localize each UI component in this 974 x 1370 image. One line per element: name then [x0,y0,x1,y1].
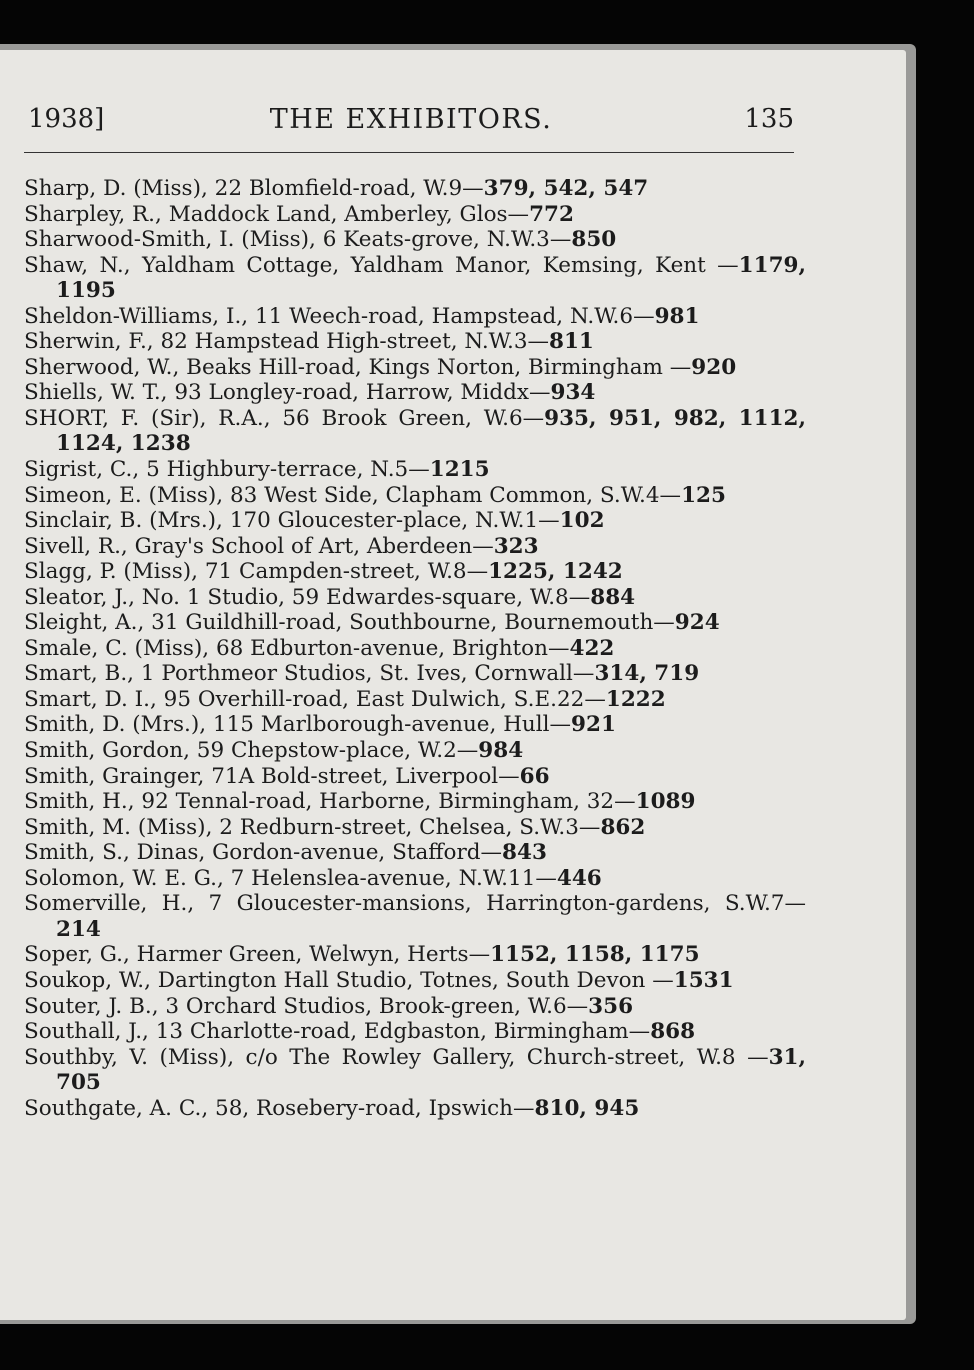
exhibitor-address: 82 Hampstead High-street, N.W.3— [160,329,550,355]
exhibitor-entry [24,942,806,968]
catalogue-numbers: 102 [559,508,605,534]
catalogue-numbers: 1215 [429,457,490,483]
exhibitor-name: Sharp, D. (Miss), [24,176,208,201]
exhibitor-name: Smart, D. I., [24,686,157,712]
exhibitor-address: 7 Helenslea-avenue, N.W.11— [230,865,557,891]
exhibitor-address: 115 Marlborough-avenue, Hull— [212,712,572,738]
exhibitor-address: No. 1 Studio, 59 Edwardes-square, W.8— [141,584,591,610]
exhibitor-entry [24,227,806,253]
exhibitor-address: 71A Bold-street, Liverpool— [211,763,520,789]
exhibitor-address: 71 Campden-street, W.8— [204,559,489,585]
exhibitor-entry [24,1045,806,1096]
catalogue-numbers: 862 [600,814,646,840]
catalogue-numbers: 810, 945 [534,1095,640,1121]
exhibitor-address: 170 Gloucester-place, N.W.1— [229,508,560,534]
exhibitor-name: Sleator, J., [24,584,135,610]
catalogue-numbers: 772 [529,201,574,227]
page-number: 135 [744,104,794,134]
exhibitor-list [24,176,806,1121]
exhibitor-name: Smith, H., [24,789,135,815]
exhibitor-name: Sheldon-Williams, I., [24,303,249,329]
running-header [28,104,794,140]
header-year: 1938] [28,104,105,134]
catalogue-numbers: 868 [650,1019,696,1045]
exhibitor-entry [24,636,806,662]
catalogue-numbers: 1152, 1158, 1175 [490,942,700,968]
exhibitor-name: Smart, B., [24,661,134,687]
exhibitor-address: 92 Tennal-road, Harborne, Birmingham, 32— [141,789,636,815]
exhibitor-name: Sleight, A., [24,610,145,636]
exhibitor-name: Smith, Grainger, [24,763,205,789]
exhibitor-address: Gray's School of Art, Aberdeen— [134,533,494,559]
exhibitor-entry [24,176,806,202]
catalogue-numbers: 843 [502,840,547,866]
exhibitor-entry [24,764,806,790]
exhibitor-entry [24,789,806,815]
exhibitor-entry [24,329,806,355]
catalogue-numbers: 935, 951, 982, 1112, 1124, 1238 [56,405,806,457]
exhibitor-entry [24,304,806,330]
exhibitor-name: Smale, C. (Miss), [24,635,210,661]
exhibitor-entry [24,661,806,687]
catalogue-numbers: 920 [691,354,737,380]
catalogue-numbers: 31, 705 [56,1044,806,1096]
exhibitor-address: c/o The Rowley Gallery, Church-street, W.8 — [245,1044,769,1070]
exhibitor-entry [24,687,806,713]
exhibitor-name: Soper, G., [24,942,130,968]
exhibitor-name: Sharwood-Smith, I. (Miss), [24,227,316,253]
exhibitor-address: 58, Rosebery-road, Ipswich— [215,1095,535,1121]
exhibitor-name: Smith, D. (Mrs.), [24,712,207,738]
exhibitor-name: Soukop, W., [24,967,151,993]
exhibitor-name: Shiells, W. T., [24,380,168,406]
catalogue-numbers: 214 [56,916,101,942]
exhibitor-entry [24,585,806,611]
exhibitor-entry [24,891,806,942]
exhibitor-entry [24,508,806,534]
catalogue-numbers: 1179, 1195 [56,252,806,304]
exhibitor-address: 5 Highbury-terrace, N.5— [146,457,430,483]
exhibitor-name: Solomon, W. E. G., [24,865,224,891]
header-title: THE EXHIBITORS. [269,104,553,135]
exhibitor-entry [24,457,806,483]
exhibitor-entry [24,968,806,994]
exhibitor-entry [24,559,806,585]
exhibitor-entry [24,840,806,866]
exhibitor-entry [24,738,806,764]
exhibitor-name: Sherwood, W., [24,354,180,380]
exhibitor-address: 83 West Side, Clapham Common, S.W.4— [229,482,682,508]
exhibitor-entry [24,866,806,892]
catalogue-numbers: 66 [519,763,550,789]
exhibitor-name: Southgate, A. C., [24,1095,209,1121]
catalogue-numbers: 981 [654,303,700,329]
exhibitor-entry [24,253,806,304]
exhibitor-entry [24,994,806,1020]
header-rule [24,152,794,153]
exhibitor-name: Sharpley, R., [24,201,162,227]
exhibitor-entry [24,406,806,457]
catalogue-numbers: 446 [556,865,602,891]
exhibitor-name: SHORT, F. (Sir), R.A., [24,405,271,431]
exhibitor-entry [24,355,806,381]
exhibitor-address: 95 Overhill-road, East Dulwich, S.E.22— [163,686,606,712]
exhibitor-name: Souter, J. B., [24,993,159,1019]
exhibitor-address: 56 Brook Green, W.6— [282,405,545,431]
exhibitor-name: Southby, V. (Miss), [24,1044,235,1070]
exhibitor-address: 13 Charlotte-road, Edgbaston, Birmingham— [155,1019,651,1045]
exhibitor-address: 6 Keats-grove, N.W.3— [322,227,572,253]
exhibitor-entry [24,815,806,841]
exhibitor-entry [24,483,806,509]
catalogue-numbers: 379, 542, 547 [483,176,649,201]
catalogue-numbers: 1225, 1242 [488,559,623,585]
catalogue-numbers: 323 [493,533,539,559]
exhibitor-entry [24,1096,806,1122]
catalogue-numbers: 884 [590,584,636,610]
exhibitor-address: 68 Edburton-avenue, Brighton— [215,635,570,661]
catalogue-numbers: 1531 [673,967,734,993]
exhibitor-address: 31 Guildhill-road, Southbourne, Bournemouth— [151,610,675,636]
exhibitor-name: Sigrist, C., [24,457,140,483]
exhibitor-entry [24,202,806,228]
exhibitor-name: Shaw, N., [24,252,131,278]
exhibitor-address: 11 Weech-road, Hampstead, N.W.6— [254,303,655,329]
exhibitor-address: 93 Longley-road, Harrow, Middx— [174,380,551,406]
catalogue-numbers: 984 [478,738,524,764]
exhibitor-name: Simeon, E. (Miss), [24,482,224,508]
exhibitor-name: Smith, Gordon, [24,738,190,764]
exhibitor-address: Harmer Green, Welwyn, Herts— [136,942,491,968]
catalogue-numbers: 314, 719 [594,661,700,687]
catalogue-numbers: 850 [571,227,617,253]
exhibitor-name: Somerville, H., [24,891,195,917]
catalogue-numbers: 921 [571,712,616,738]
exhibitor-entry [24,610,806,636]
catalogue-numbers: 422 [569,635,615,661]
catalogue-numbers: 811 [549,329,594,355]
exhibitor-name: Sinclair, B. (Mrs.), [24,508,223,534]
exhibitor-address: Dartington Hall Studio, Totnes, South Devon — [157,967,674,993]
exhibitor-name: Sherwin, F., [24,329,154,355]
exhibitor-address: 22 Blomfield-road, W.9— [214,176,484,201]
catalogue-numbers: 924 [674,610,720,636]
exhibitor-address: 1 Porthmeor Studios, St. Ives, Cornwall— [140,661,595,687]
exhibitor-name: Smith, M. (Miss), [24,814,213,840]
exhibitor-name: Sivell, R., [24,533,128,559]
catalogue-numbers: 356 [588,993,634,1019]
exhibitor-address: Dinas, Gordon-avenue, Stafford— [136,840,503,866]
catalogue-numbers: 934 [550,380,596,406]
catalogue-numbers: 1222 [605,686,666,712]
exhibitor-address: 7 Gloucester-mansions, Harrington-gardens, S.W.7— [208,891,806,917]
exhibitor-name: Southall, J., [24,1019,149,1045]
exhibitor-address: 59 Chepstow-place, W.2— [196,738,479,764]
exhibitor-address: 2 Redburn-street, Chelsea, S.W.3— [219,814,601,840]
exhibitor-address: Beaks Hill-road, Kings Norton, Birmingham — [186,354,692,380]
exhibitor-entry [24,380,806,406]
exhibitor-entry [24,712,806,738]
exhibitor-name: Smith, S., [24,840,130,866]
exhibitor-address: Maddock Land, Amberley, Glos— [168,201,530,227]
catalogue-numbers: 125 [681,482,726,508]
exhibitor-address: Yaldham Cottage, Yaldham Manor, Kemsing, Kent — [141,252,739,278]
exhibitor-name: Slagg, P. (Miss), [24,559,198,585]
catalogue-numbers: 1089 [635,789,696,815]
exhibitor-address: 3 Orchard Studios, Brook-green, W.6— [165,993,589,1019]
exhibitor-entry [24,534,806,560]
exhibitor-entry [24,1019,806,1045]
